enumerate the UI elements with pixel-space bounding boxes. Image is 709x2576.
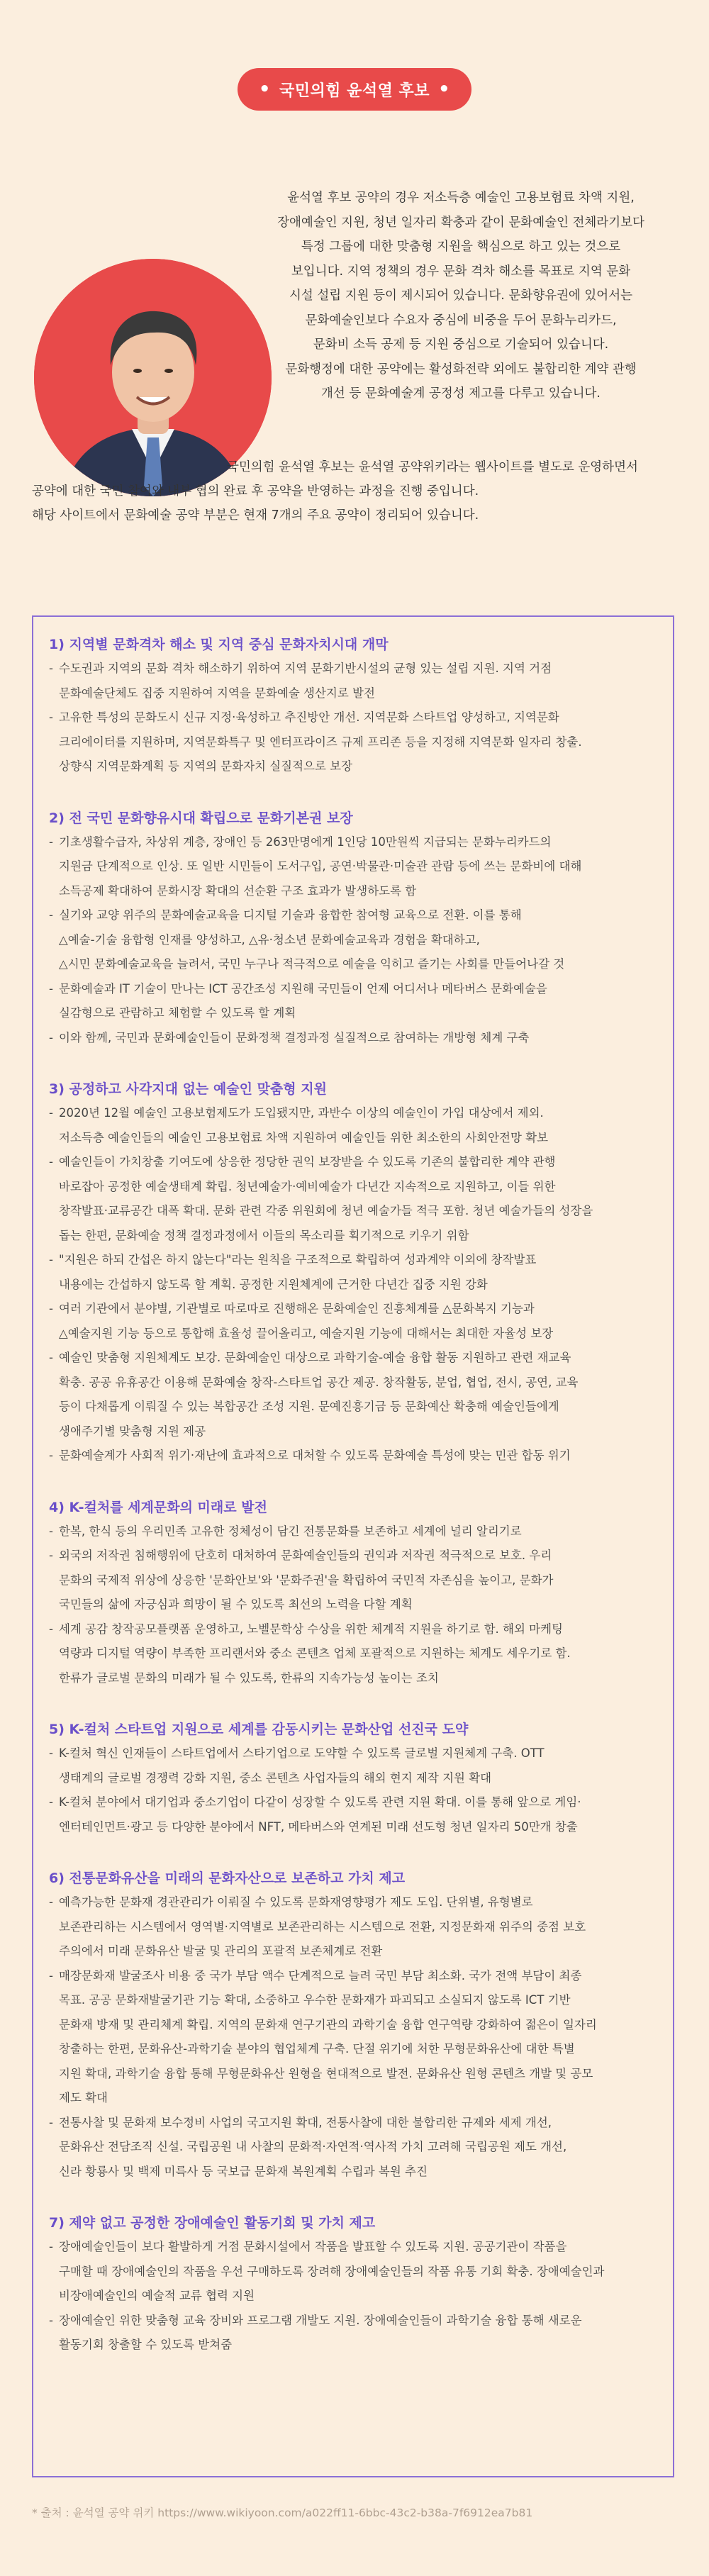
dash-bullet-icon: -: [49, 1302, 53, 1315]
pledge-section-title: 3) 공정하고 사각지대 없는 예술인 맞춤형 지원: [49, 1081, 327, 1097]
pledge-section-title: 1) 지역별 문화격차 해소 및 지역 중심 문화자치시대 개막: [49, 637, 389, 652]
pledge-item-line: 실기와 교양 위주의 문화예술교육을 디지털 기술과 융합한 참여형 교육으로 전환. 이를 통해: [59, 908, 522, 922]
pledge-section-title: 7) 제약 없고 공정한 장애예술인 활동기회 및 가치 제고: [49, 2215, 376, 2231]
pledge-item-line: 여러 기관에서 분야별, 기관별로 따로따로 진행해온 문화예술인 진흥체계를 △문화복지 기능과: [59, 1302, 535, 1315]
pledge-item-line: 외국의 저작권 침해행위에 단호히 대처하여 문화예술인들의 권익과 저작권 적극적으로 보호. 우리: [59, 1549, 552, 1562]
pledge-item: [49, 1964, 659, 2111]
dash-bullet-icon: -: [49, 908, 53, 922]
dash-bullet-icon: -: [49, 981, 53, 996]
pledge-item-line: "지원은 하되 간섭은 하지 않는다"라는 원칙을 구조적으로 확립하여 성과계약 이외에 창작발표: [59, 1253, 537, 1266]
dash-bullet-icon: -: [49, 662, 53, 675]
pledge-section-title: 4) K-컬처를 세계문화의 미래로 발전: [49, 1499, 267, 1515]
pledge-item: [49, 1297, 659, 1346]
pledge-item: [49, 2111, 659, 2185]
pledge-item-line: K-컬처 분야에서 대기업과 중소기업이 다같이 성장할 수 있도록 관련 지원 확대. 이를 통해 앞으로 게임·: [59, 1795, 581, 1809]
pledge-item-line: 저소득층 예술인들의 예술인 고용보험료 차액 지원하여 예술인들 위한 최소한의 사회안전망 확보: [59, 1130, 549, 1144]
pledge-item-line: 문화의 국제적 위상에 상응한 '문화안보'와 '문화주권'을 확립하여 국민적 자존심을 높이고, 문화가: [59, 1573, 554, 1587]
pledge-item-line: △예술-기술 융합형 인재를 양성하고, △유·청소년 문화예술교육과 경험을 확대하고,: [59, 932, 480, 947]
pledge-item-line: 구매할 때 장애예술인의 작품을 우선 구매하도록 장려해 장애예술인들의 작품 유통 기회 확충. 장애예술인과: [59, 2264, 605, 2278]
pledge-item: [49, 1101, 659, 1150]
intro-line: 문화예술인보다 수요자 중심에 비중을 두어 문화누리카드,: [305, 313, 617, 328]
pledge-item-line: 신라 황룡사 및 백제 미륵사 등 국보급 문화재 복원계획 수립과 복원 추진: [59, 2164, 428, 2178]
bullet-dot-left: •: [258, 79, 271, 100]
pledge-item-line: 역량과 디지털 역량이 부족한 프리랜서와 중소 콘텐츠 업체 포괄적으로 지원하는 체계도 세우기로 함.: [59, 1646, 571, 1660]
pledge-item: [49, 977, 659, 1026]
pledge-item-line: 제도 확대: [59, 2091, 108, 2104]
dash-bullet-icon: -: [49, 1351, 53, 1364]
intro-line: 시설 설립 지원 등이 제시되어 있습니다. 문화향유권에 있어서는: [289, 289, 633, 303]
pledge-item-line: 이와 함께, 국민과 문화예술인들이 문화정책 결정과정 실질적으로 참여하는 개방형 체계 구축: [59, 1030, 530, 1044]
dash-bullet-icon: -: [49, 1030, 53, 1044]
candidate-title: 국민의힘 윤석열 후보: [279, 82, 430, 100]
source-footnote: * 출처 : 윤석열 공약 위키 https://www.wikiyoon.com/a022ff11-6bbc-43c2-b38a-7f6912ea7b81: [32, 2507, 533, 2519]
pledge-item-line: K-컬처 혁신 인재들이 스타트업에서 스타기업으로 도약할 수 있도록 글로벌 지원체계 구축. OTT: [59, 1746, 545, 1760]
pledge-item-line: 소득공제 확대하여 문화시장 확대의 선순환 구조 효과가 발생하도록 함: [59, 883, 417, 898]
wiki-note-paragraph: [32, 455, 684, 528]
dash-bullet-icon: -: [49, 835, 53, 849]
dash-bullet-icon: -: [49, 1622, 53, 1636]
pledge-item-line: 수도권과 지역의 문화 격차 해소하기 위하여 지역 문화기반시설의 균형 있는 설립 지원. 지역 거점: [59, 662, 552, 675]
pledge-item-line: 기초생활수급자, 차상위 계층, 장애인 등 263만명에게 1인당 10만원씩 지급되는 문화누리카드의: [59, 835, 552, 849]
pledge-item: [49, 2235, 659, 2309]
pledge-item-line: 등이 다채롭게 이뤄질 수 있는 복합공간 조성 지원. 문예진흥기금 등 문화예산 확충해 예술인들에게: [59, 1400, 559, 1413]
intro-line: 윤석열 후보 공약의 경우 저소득층 예술인 고용보험료 차액 지원,: [287, 191, 635, 205]
pledge-section: [49, 632, 659, 779]
pledge-item-line: 문화예술단체도 집중 지원하여 지역을 문화예술 생산지로 발전: [59, 686, 375, 700]
pledge-item-line: 예측가능한 문화재 경관관리가 이뤄질 수 있도록 문화재영향평가 제도 도입. 단위별, 유형별로: [59, 1895, 533, 1909]
pledge-item: [49, 657, 659, 706]
pledge-item-line: 바로잡아 공정한 예술생태계 확립. 청년예술가·예비예술가 다년간 지속적으로 지원하고, 이들 위한: [59, 1179, 556, 1193]
dash-bullet-icon: -: [49, 2240, 53, 2253]
pledge-item: [49, 1741, 659, 1790]
pledge-item-line: 예술인 맞춤형 지원체계도 보강. 문화예술인 대상으로 과학기술-예술 융합 활동 지원하고 관련 재교육: [59, 1351, 571, 1364]
pledge-item-line: 2020년 12월 예술인 고용보험제도가 도입됐지만, 과반수 이상의 예술인이 가입 대상에서 제외.: [59, 1106, 544, 1120]
pledge-item-line: 창작발표·교류공간 대폭 확대. 문화 관련 각종 위원회에 청년 예술가들 적극 포함. 청년 예술가들의 성장을: [59, 1204, 593, 1217]
bullet-dot-right: •: [438, 79, 451, 100]
candidate-title-pill: [238, 68, 471, 111]
pledge-item-line: 한복, 한식 등의 우리민족 고유한 정체성이 담긴 전통문화를 보존하고 세계에 널리 알리기로: [59, 1524, 522, 1538]
pledge-item-line: △예술지원 기능 등으로 통합해 효율성 끌어올리고, 예술지원 기능에 대해서는 최대한 자율성 보장: [59, 1326, 554, 1340]
pledge-section: [49, 2211, 659, 2358]
dash-bullet-icon: -: [49, 1253, 53, 1266]
pledge-item: [49, 2309, 659, 2358]
pledge-item-line: 장애예술인 위한 맞춤형 교육 장비와 프로그램 개발도 지원. 장애예술인들이 과학기술 융합 통해 새로운: [59, 2313, 582, 2327]
pledge-section: [49, 1495, 659, 1691]
dash-bullet-icon: -: [49, 1106, 53, 1120]
pledge-item: [49, 1520, 659, 1544]
note-line: 공약에 대한 국민 참여와 내부 협의 완료 후 공약을 반영하는 과정을 진행 중입니다.: [32, 484, 479, 498]
pledge-item-line: 창출하는 한편, 문화유산-과학기술 분야의 협업체계 구축. 단절 위기에 처한 무형문화유산에 대한 특별: [59, 2042, 575, 2056]
pledge-item-line: 활동기회 창출할 수 있도록 받쳐줌: [59, 2338, 233, 2351]
pledge-item: [49, 1890, 659, 1964]
pledge-item-line: 목표. 공공 문화재발굴기관 기능 확대, 소중하고 우수한 문화재가 파괴되고 소실되지 않도록 ICT 기반: [59, 1993, 571, 2007]
intro-line: 문화행정에 대한 공약에는 활성화전략 외에도 불합리한 계약 관행: [285, 362, 637, 377]
intro-line: 장애예술인 지원, 청년 일자리 확충과 같이 문화예술인 전체라기보다: [277, 215, 644, 230]
pledge-item: [49, 1026, 659, 1051]
pledge-item-line: 보존관리하는 시스템에서 영역별·지역별로 보존관리하는 시스템으로 전환, 지정문화재 위주의 중점 보호: [59, 1919, 586, 1934]
pledge-section: [49, 1077, 659, 1468]
pledge-item: [49, 1444, 659, 1468]
dash-bullet-icon: -: [49, 2115, 53, 2129]
note-line: 국민의힘 윤석열 후보는 윤석열 공약위키라는 웹사이트를 별도로 운영하면서: [227, 460, 638, 474]
pledge-section: [49, 806, 659, 1051]
pledge-item: [49, 1150, 659, 1248]
intro-line: 특정 그룹에 대한 맞춤형 지원을 핵심으로 하고 있는 것으로: [301, 240, 621, 254]
pledge-item-line: 돕는 한편, 문화예술 정책 결정과정에서 이들의 목소리를 획기적으로 키우기 위함: [59, 1228, 469, 1242]
pledge-item-line: 생태계의 글로벌 경쟁력 강화 지원, 중소 콘텐츠 사업자들의 해외 현지 제작 지원 확대: [59, 1771, 492, 1785]
pledge-item-line: 문화예술과 IT 기술이 만나는 ICT 공간조성 지원해 국민들이 언제 어디서나 메타버스 문화예술을: [59, 981, 547, 996]
pledge-item-line: 엔터테인먼트·광고 등 다양한 분야에서 NFT, 메타버스와 연계된 미래 선도형 청년 일자리 50만개 창출: [59, 1819, 578, 1834]
pledge-item-line: 확충. 공공 유휴공간 이용해 문화예술 창작-스타트업 공간 제공. 창작활동, 분업, 협업, 전시, 공연, 교육: [59, 1375, 579, 1389]
pledge-item-line: 국민들의 삶에 자긍심과 희망이 될 수 있도록 최선의 노력을 다할 계획: [59, 1598, 413, 1611]
pledge-item-line: 전통사찰 및 문화재 보수정비 사업의 국고지원 확대, 전통사찰에 대한 불합리한 규제와 세제 개선,: [59, 2115, 552, 2129]
pledge-item-line: 문화유산 전담조직 신설. 국립공원 내 사찰의 문화적·자연적·역사적 가치 고려해 국립공원 제도 개선,: [59, 2140, 567, 2153]
pledge-section-title: 5) K-컬처 스타트업 지원으로 세계를 감동시키는 문화산업 선진국 도약: [49, 1722, 469, 1737]
pledge-section: [49, 1717, 659, 1839]
pledge-item-line: 고유한 특성의 문화도시 신규 지정·육성하고 추진방안 개선. 지역문화 스타트업 양성하고, 지역문화: [59, 710, 559, 724]
intro-line: 문화비 소득 공제 등 지원 중심으로 기술되어 있습니다.: [313, 338, 609, 352]
pledge-item: [49, 903, 659, 977]
pledge-item-line: 생애주기별 맞춤형 지원 제공: [59, 1424, 206, 1438]
pledge-item-line: 크리에이터를 지원하며, 지역문화특구 및 엔터프라이즈 규제 프리존 등을 지정해 지역문화 일자리 창출.: [59, 735, 582, 749]
pledge-item: [49, 706, 659, 779]
pledge-item-line: 내용에는 간섭하지 않도록 할 계획. 공정한 지원체계에 근거한 다년간 집중 지원 강화: [59, 1277, 488, 1291]
dash-bullet-icon: -: [49, 1449, 53, 1462]
dash-bullet-icon: -: [49, 1895, 53, 1909]
pledge-item-line: 문화재 방재 및 관리체계 확립. 지역의 문화재 연구기관의 과학기술 융합 연구역량 강화하여 젊은이 일자리: [59, 2017, 597, 2031]
pledge-item-line: △시민 문화예술교육을 늘려서, 국민 누구나 적극적으로 예술을 익히고 즐기는 사회를 만들어나갈 것: [59, 957, 565, 971]
pledge-item-line: 주의에서 미래 문화유산 발굴 및 관리의 포괄적 보존체계로 전환: [59, 1944, 383, 1958]
pledge-item: [49, 830, 659, 904]
pledge-item-line: 실감형으로 관람하고 체험할 수 있도록 할 계획: [59, 1006, 296, 1020]
dash-bullet-icon: -: [49, 1524, 53, 1538]
note-line: 해당 사이트에서 문화예술 공약 부분은 현재 7개의 주요 공약이 정리되어 있습니다.: [32, 508, 479, 523]
dash-bullet-icon: -: [49, 1795, 53, 1809]
pledge-item-line: 지원금 단계적으로 인상. 또 일반 시민들이 도서구입, 공연·박물관·미술관 관람 등에 쓰는 문화비에 대해: [59, 859, 582, 873]
pledge-item-line: 지원 확대, 과학기술 융합 통해 무형문화유산 원형을 현대적으로 발전. 문화유산 원형 콘텐츠 개발 및 공모: [59, 2066, 593, 2080]
dash-bullet-icon: -: [49, 1155, 53, 1169]
pledge-item: [49, 1248, 659, 1297]
pledge-section-title: 6) 전통문화유산을 미래의 문화자산으로 보존하고 가치 제고: [49, 1870, 406, 1886]
pledge-section: [49, 1866, 659, 2184]
pledge-item: [49, 1790, 659, 1839]
intro-paragraph: [234, 186, 688, 406]
intro-line: 개선 등 문화예술계 공정성 제고를 다루고 있습니다.: [321, 386, 601, 401]
pledge-item-line: 예술인들이 가치창출 기여도에 상응한 정당한 권익 보장받을 수 있도록 기존의 불합리한 계약 관행: [59, 1155, 556, 1169]
pledge-item: [49, 1346, 659, 1444]
pledge-item-line: 세계 공감 창작공모플랫폼 운영하고, 노벨문학상 수상을 위한 체계적 지원을 하기로 함. 해외 마케팅: [59, 1622, 563, 1636]
dash-bullet-icon: -: [49, 710, 53, 724]
dash-bullet-icon: -: [49, 1746, 53, 1760]
pledge-item-line: 상향식 지역문화계획 등 지역의 문화자치 실질적으로 보장: [59, 759, 353, 773]
pledge-list-box: [32, 615, 674, 2477]
pledge-item-line: 장애예술인들이 보다 활발하게 거점 문화시설에서 작품을 발표할 수 있도록 지원. 공공기관이 작품을: [59, 2240, 567, 2253]
pledge-item: [49, 1617, 659, 1691]
pledge-item-line: 문화예술계가 사회적 위기·재난에 효과적으로 대처할 수 있도록 문화예술 특성에 맞는 민관 합동 위기: [59, 1449, 571, 1462]
dash-bullet-icon: -: [49, 1549, 53, 1562]
pledge-item-line: 한류가 글로벌 문화의 미래가 될 수 있도록, 한류의 지속가능성 높이는 조치: [59, 1671, 439, 1685]
dash-bullet-icon: -: [49, 1968, 53, 1983]
pledge-item: [49, 1544, 659, 1617]
pledge-item-line: 비장애예술인의 예술적 교류 협력 지원: [59, 2289, 255, 2302]
pledge-section-title: 2) 전 국민 문화향유시대 확립으로 문화기본권 보장: [49, 810, 353, 826]
intro-line: 보입니다. 지역 정책의 경우 문화 격차 해소를 목표로 지역 문화: [291, 264, 631, 279]
pledge-item-line: 매장문화재 발굴조사 비용 중 국가 부담 액수 단계적으로 늘려 국민 부담 최소화. 국가 전액 부담이 최종: [59, 1968, 582, 1983]
dash-bullet-icon: -: [49, 2313, 53, 2327]
